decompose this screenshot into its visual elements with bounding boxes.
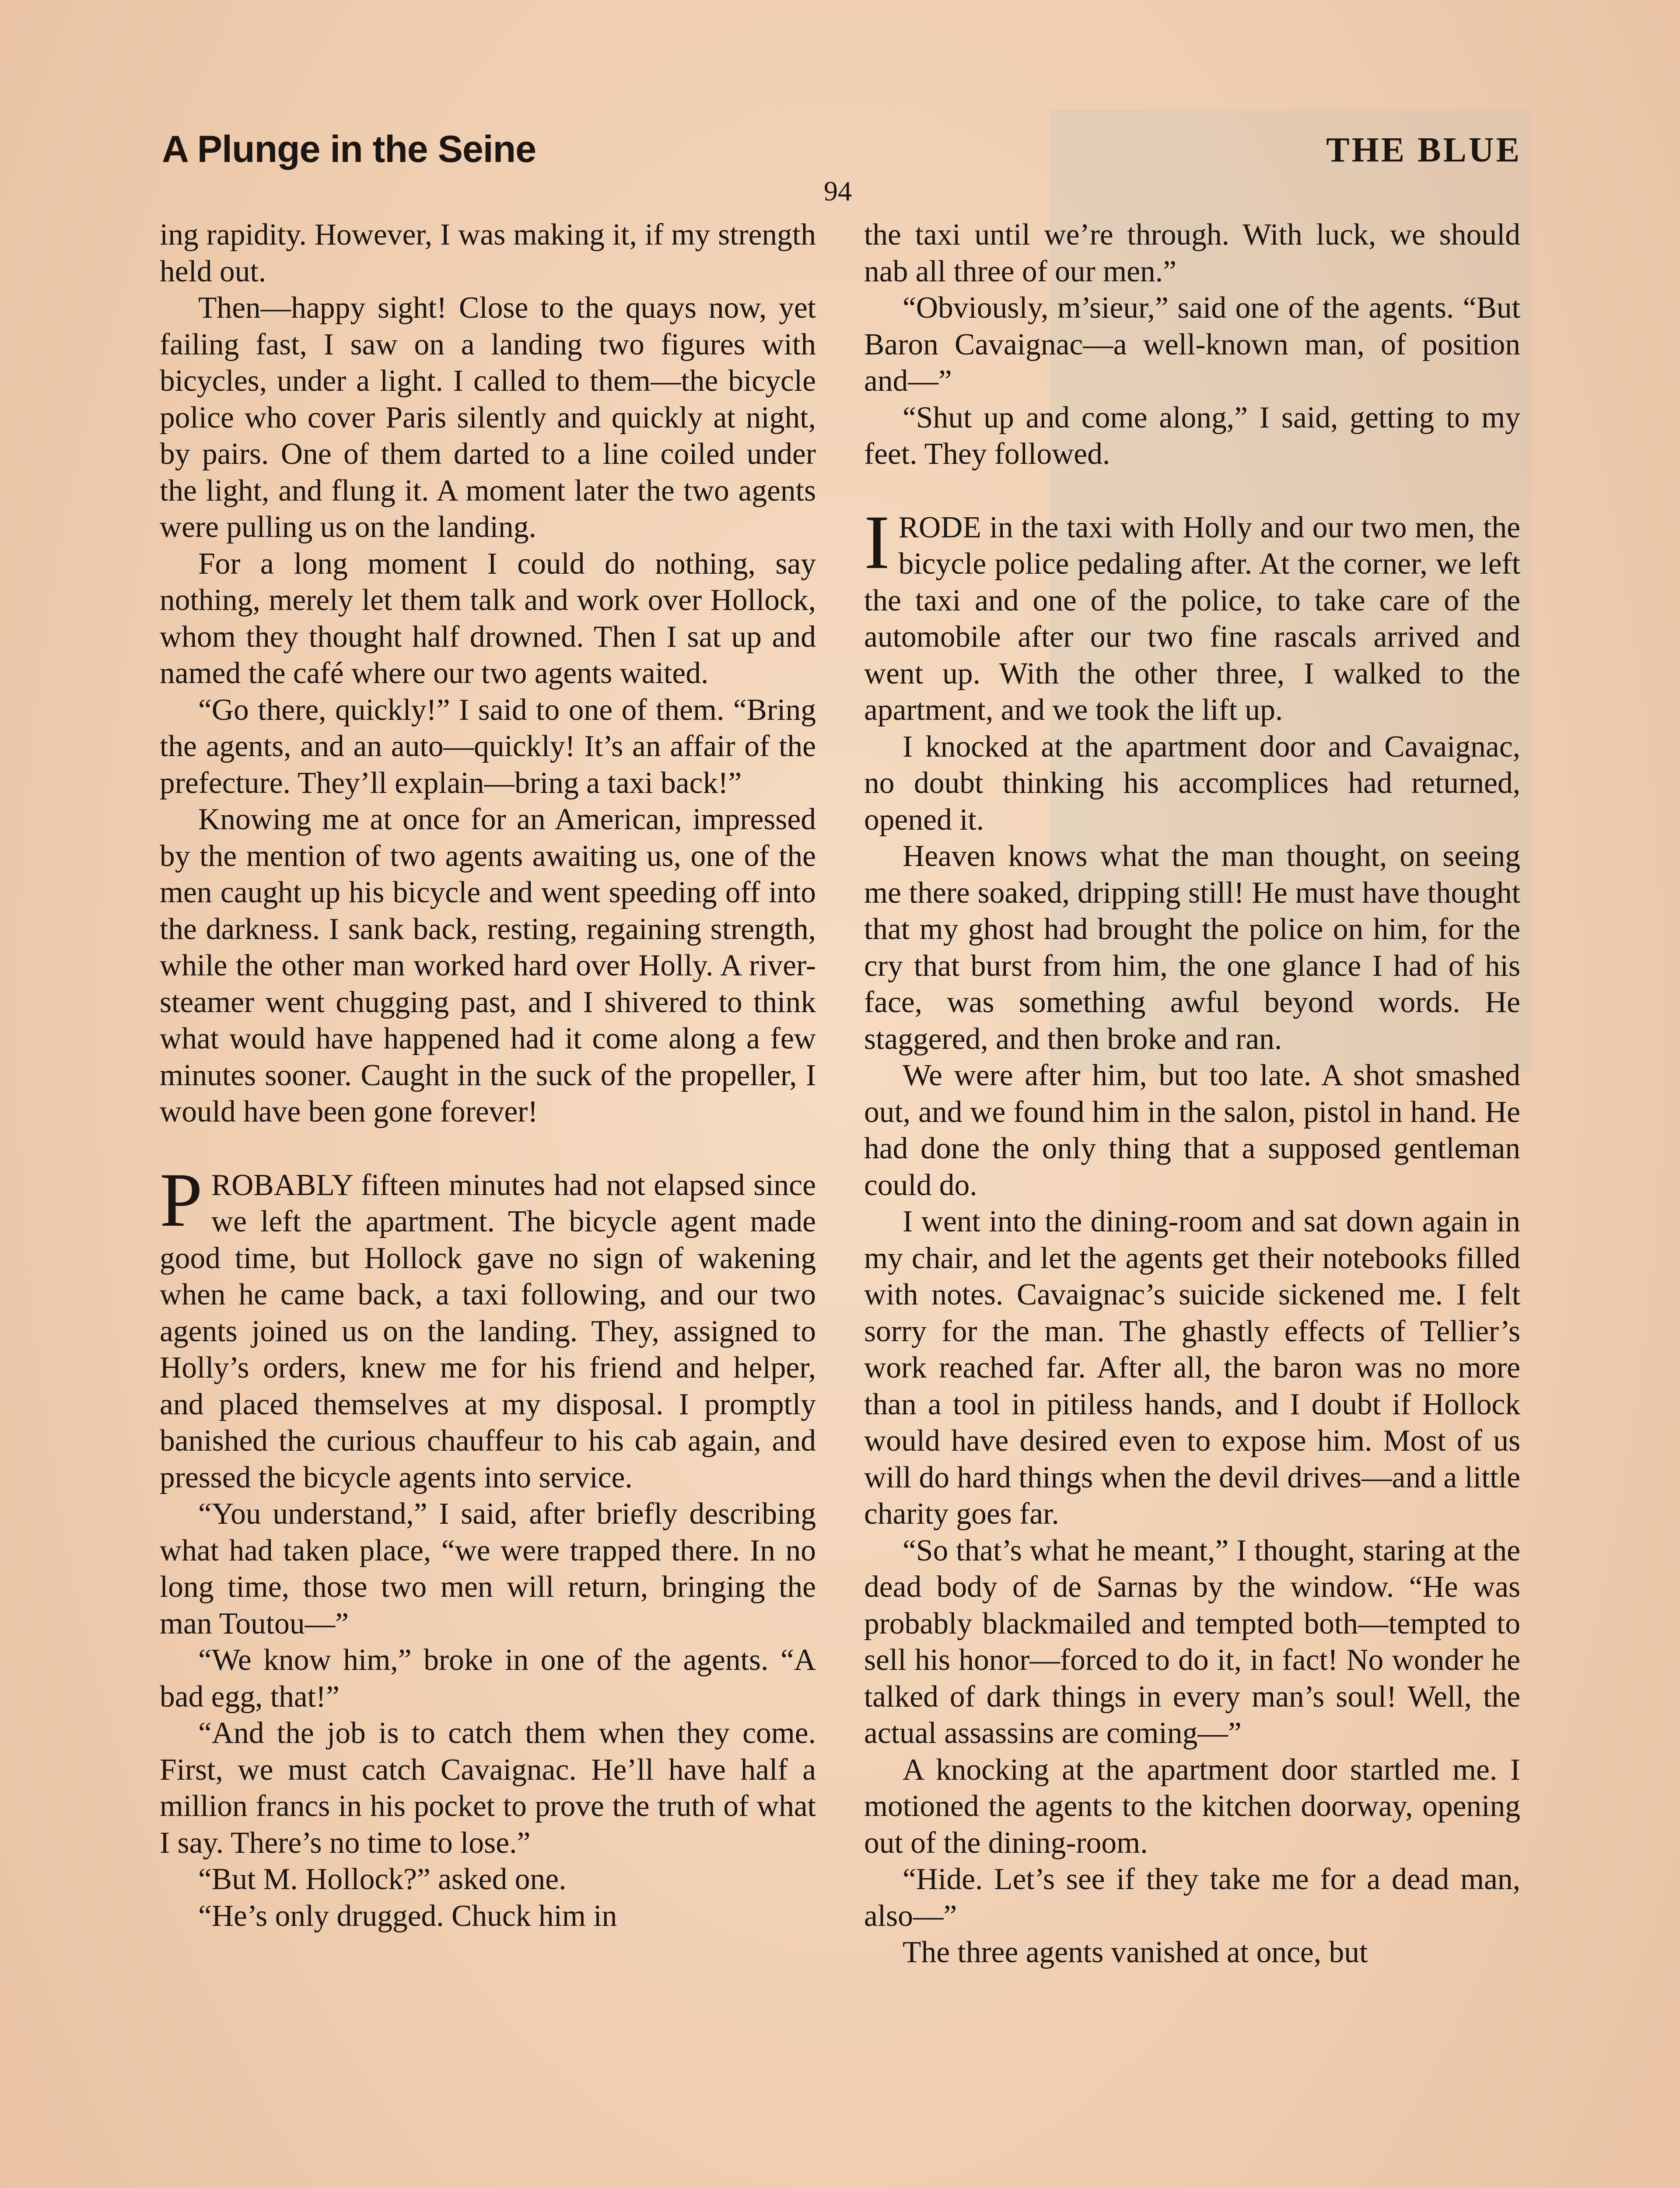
paragraph: “Go there, quickly!” I said to one of them. “Bring the agents, and an auto—quickly! It’s an affair of the prefecture. They’ll explain—bring a taxi back!” xyxy=(160,693,816,800)
paragraph: the taxi until we’re through. With luck, we should nab all three of our men.” xyxy=(864,218,1520,288)
paragraph: I knocked at the apartment door and Cavaignac, no doubt thinking his accomplices had returned, opened it. xyxy=(864,729,1520,837)
magazine-name: THE BLUE xyxy=(1326,131,1522,169)
left-column xyxy=(160,217,816,1934)
section-paragraph xyxy=(864,499,1520,729)
paragraph: I went into the dining-room and sat down again in my chair, and let the agents get their notebooks filled with notes. Cavaignac’s suicide sickened me. I felt sorry for the man. The ghastly effects of Tellier’s work reached far. After all, the baron was no more than a tool in pitiless hands, and I doubt if Hollock would have desired even to expose him. Most of us will do hard things when the devil drives—and a little charity goes far. xyxy=(864,1205,1520,1531)
page-header xyxy=(162,128,1522,176)
right-column xyxy=(864,217,1520,1971)
paragraph: “But M. Hollock?” asked one. xyxy=(198,1862,567,1896)
drop-cap: P xyxy=(160,1157,203,1243)
paragraph: “Shut up and come along,” I said, getting to my feet. They followed. xyxy=(864,400,1520,471)
paragraph: “Hide. Let’s see if they take me for a dead man, also—” xyxy=(864,1862,1520,1933)
paragraph: ing rapidity. However, I was making it, if my strength held out. xyxy=(160,218,816,288)
paragraph: “So that’s what he meant,” I thought, staring at the dead body of de Sarnas by the window. “He was probably blackmailed and tempted both—tempted to sell his honor—forced to do it, in fact! No wonder he talked of dark things in every man’s soul! Well, the actual assassins are coming—” xyxy=(864,1533,1520,1750)
paragraph: “We know him,” broke in one of the agents. “A bad egg, that!” xyxy=(160,1643,816,1714)
section-paragraph xyxy=(160,1157,816,1496)
paragraph: Then—happy sight! Close to the quays now, yet failing fast, I saw on a landing two figures with bicycles, under a light. I called to them—the bicycle police who cover Paris silently and quickly at night, by pairs. One of them darted to a line coiled under the light, and flung it. A moment later the two agents were pulling us on the landing. xyxy=(160,291,816,544)
paragraph-text: ROBABLY fifteen minutes had not elapsed since we left the apartment. The bicycle agent made good time, but Hollock gave no sign of wakening when he came back, a taxi following, and our two agents joined us on the landing. They, assigned to Holly’s orders, knew me for his friend and helper, and placed themselves at my disposal. I promptly banished the curious chauffeur to his cab again, and pressed the bicycle agents into service. xyxy=(160,1168,816,1494)
paragraph: “He’s only drugged. Chuck him in xyxy=(198,1899,617,1933)
paragraph: For a long moment I could do nothing, say nothing, merely let them talk and work over Hollock, whom they thought half drowned. Then I sat up and named the café where our two agents waited. xyxy=(160,547,816,690)
paragraph: Knowing me at once for an American, impressed by the mention of two agents awaiting us, one of the men caught up his bicycle and went speeding off into the darkness. I sank back, resting, regaining strength, while the other man worked hard over Holly. A river-steamer went chugging past, and I shivered to think what would have happened had it come along a few minutes sooner. Caught in the suck of the propeller, I would have been gone forever! xyxy=(160,803,816,1129)
paragraph-text: RODE in the taxi with Holly and our two men, the bicycle police pedaling after. At the corner, we left the taxi and one of the police, to take care of the automobile after our two fine rascals arrived and went up. With the other three, I walked to the apartment, and we took the lift up. xyxy=(864,510,1520,727)
paragraph: The three agents vanished at once, but xyxy=(903,1936,1368,1969)
paragraph: “Obviously, m’sieur,” said one of the agents. “But Baron Cavaignac—a well-known man, of position and—” xyxy=(864,291,1520,398)
paragraph: “And the job is to catch them when they come. First, we must catch Cavaignac. He’ll have half a million francs in his pocket to prove the truth of what I say. There’s no time to lose.” xyxy=(160,1716,816,1860)
paragraph: A knocking at the apartment door startled me. I motioned the agents to the kitchen doorway, opening out of the dining-room. xyxy=(864,1753,1520,1860)
drop-cap: I xyxy=(864,499,890,585)
page-number: 94 xyxy=(824,175,852,207)
paragraph: We were after him, but too late. A shot smashed out, and we found him in the salon, pistol in hand. He had done the only thing that a supposed gentleman could do. xyxy=(864,1059,1520,1202)
story-title: A Plunge in the Seine xyxy=(162,128,536,170)
paragraph: Heaven knows what the man thought, on seeing me there soaked, dripping still! He must have thought that my ghost had brought the police on him, for the cry that burst from him, the one glance I had of his face, was something awful beyond words. He staggered, and then broke and ran. xyxy=(864,839,1520,1056)
paragraph: “You understand,” I said, after briefly describing what had taken place, “we were trapped there. In no long time, those two men will return, bringing the man Toutou—” xyxy=(160,1497,816,1641)
